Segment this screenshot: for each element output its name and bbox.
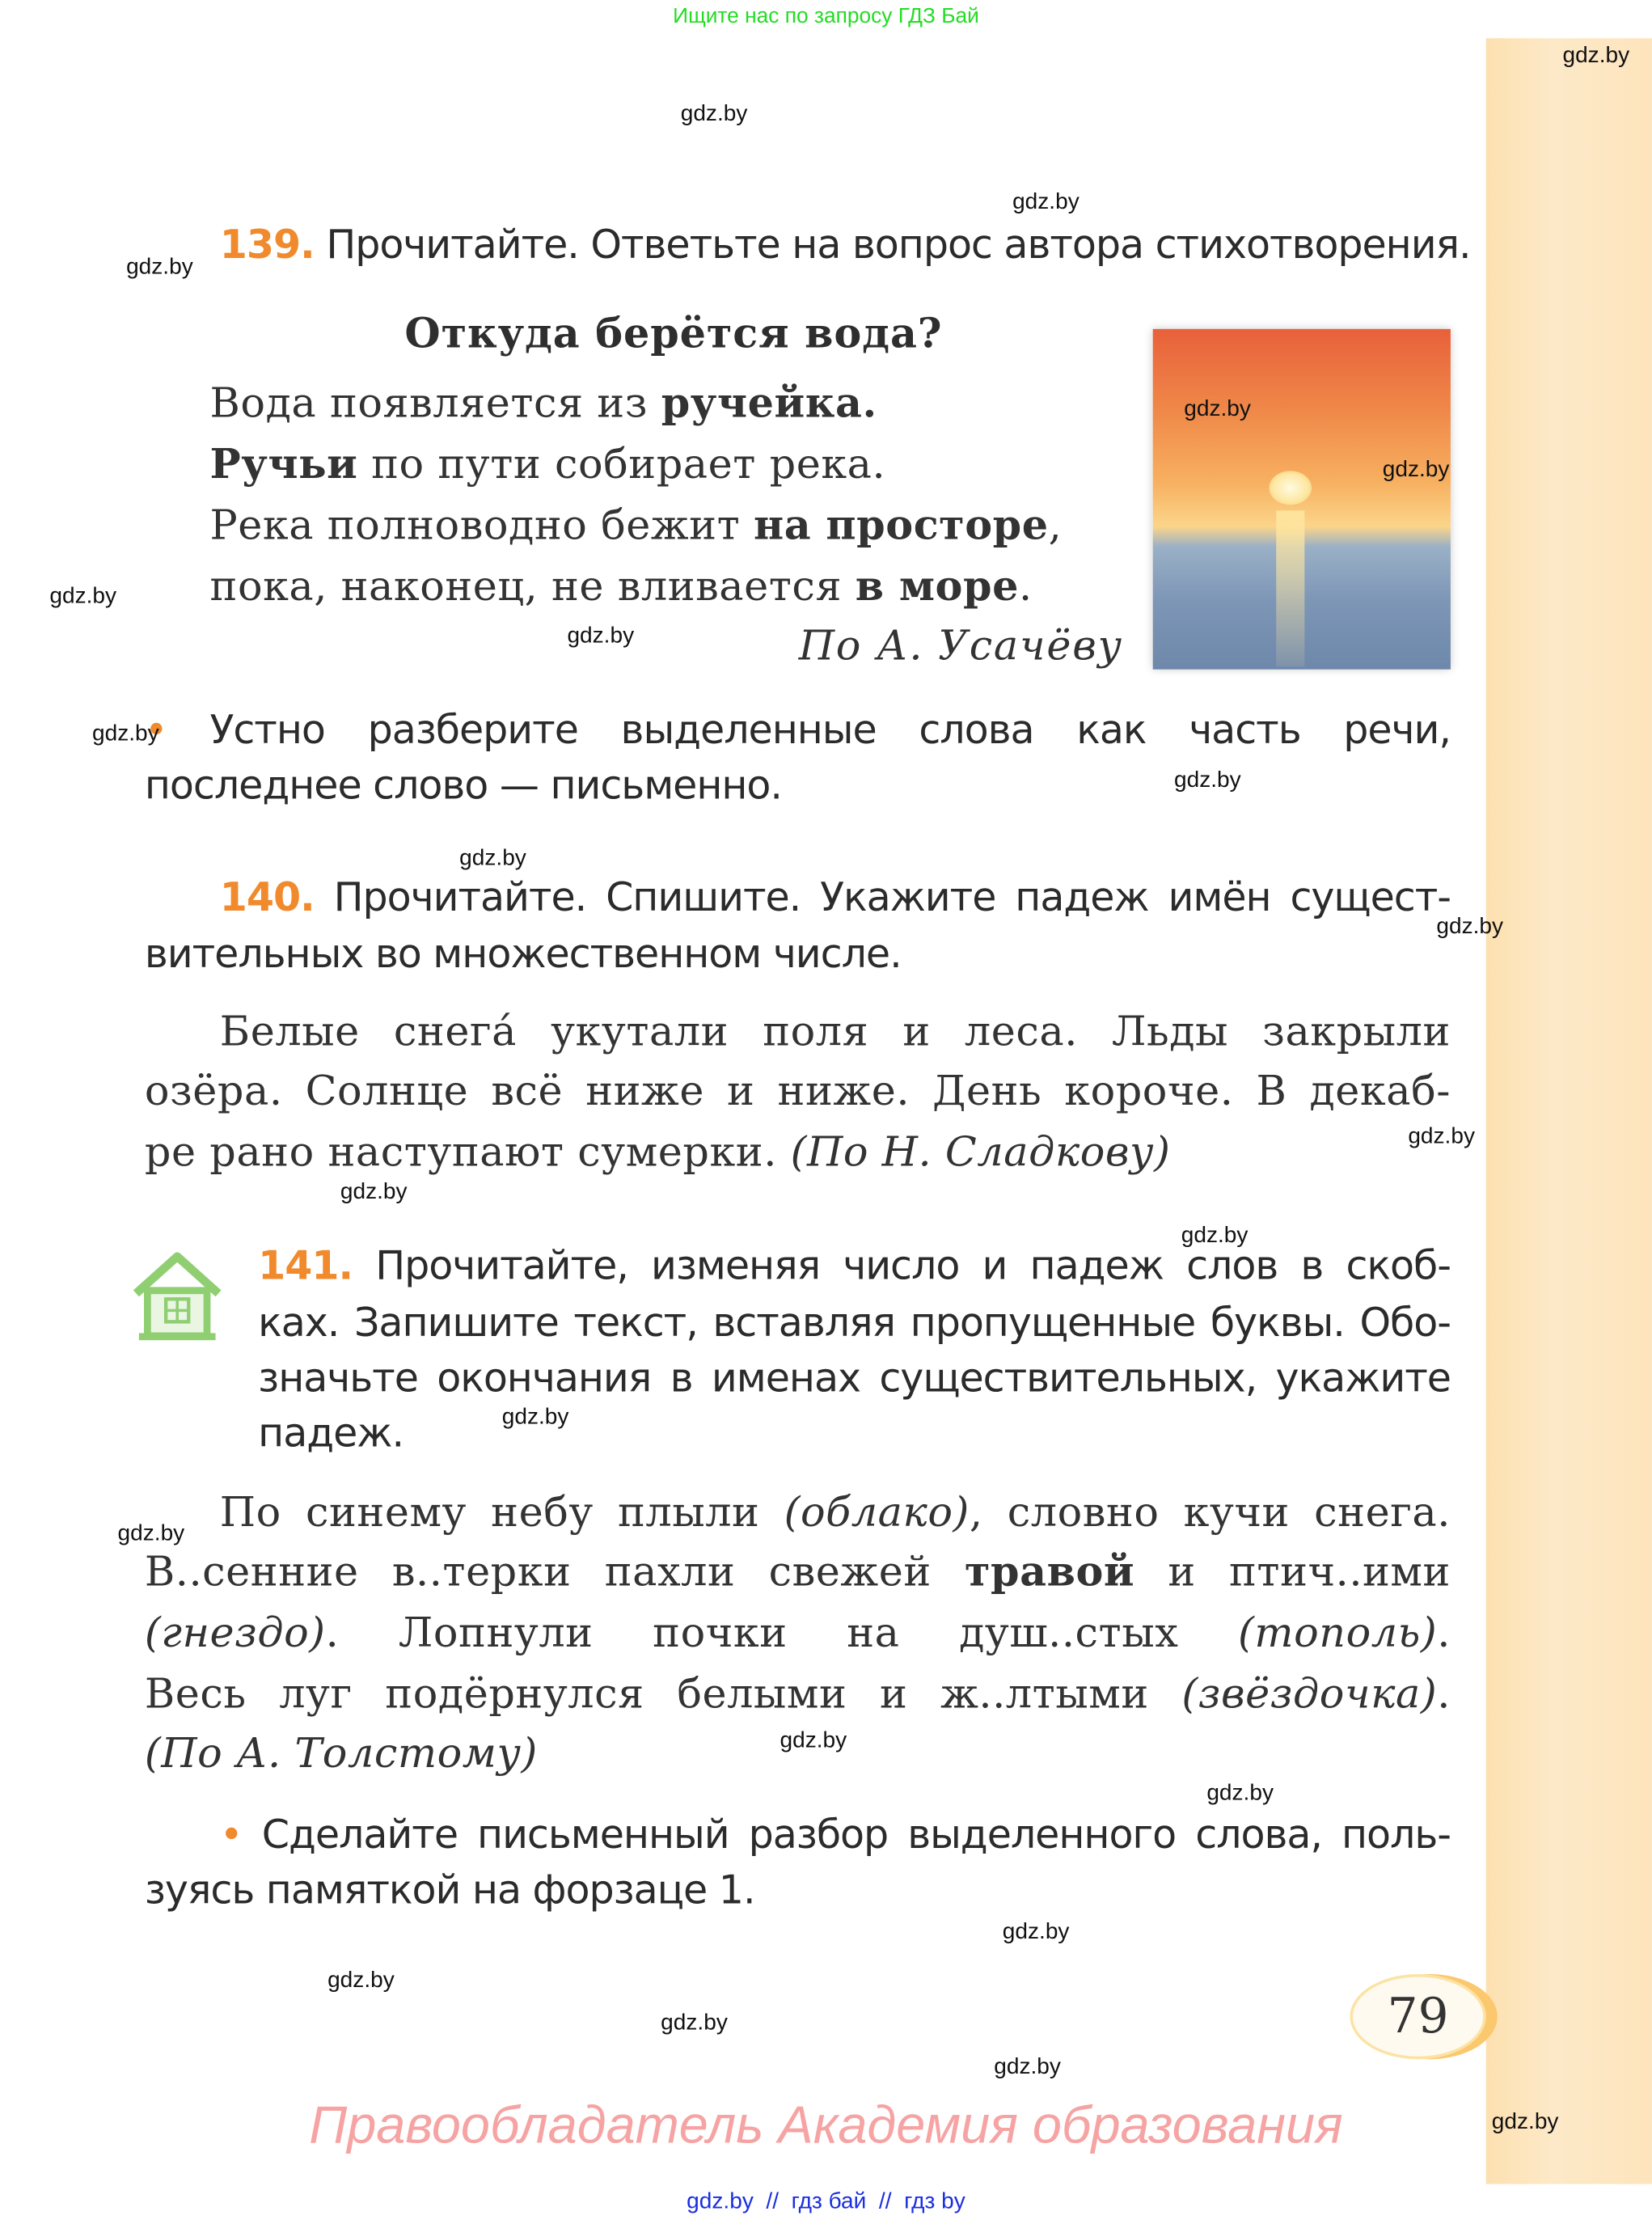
text-line <box>145 1669 1451 1718</box>
watermark: gdz.by <box>1002 1920 1070 1945</box>
watermark: gdz.by <box>340 1179 408 1204</box>
bold-word: на просторе <box>753 501 1049 549</box>
bold-word: в море <box>855 561 1019 611</box>
alphabet-side-band <box>1486 38 1652 2184</box>
watermark: gdz.by <box>1173 768 1241 793</box>
text-segment: . Лопнули почки на душ..стых <box>325 1608 1239 1657</box>
watermark: gdz.by <box>1491 2110 1559 2135</box>
text-line <box>145 1729 538 1778</box>
bold-word: травой <box>964 1547 1135 1596</box>
text-segment: озёра. Солнце всё ниже и ниже. День короче. В декаб- <box>144 1066 1451 1115</box>
task-line <box>220 1811 1451 1858</box>
page-number: 79 <box>1350 1974 1485 2059</box>
watermark: gdz.by <box>91 721 159 746</box>
italic-word: (гнездо) <box>144 1608 326 1657</box>
watermark: gdz.by <box>1184 397 1251 421</box>
text-segment: . <box>1018 561 1033 611</box>
text-segment: Вода появляется из <box>209 378 661 427</box>
task-text: Устно разберите выделенные слова как часть речи, <box>209 706 1451 754</box>
watermark: gdz.by <box>780 1728 847 1753</box>
exercise-number: 140. <box>219 873 315 921</box>
text-line <box>145 1547 1451 1596</box>
italic-word: (тополь) <box>1238 1608 1438 1657</box>
text-segment: по пути собирает река. <box>357 439 886 488</box>
exercise-141-heading <box>258 1242 1451 1289</box>
text-segment: Река полноводно бежит <box>209 501 754 549</box>
watermark: gdz.by <box>680 102 748 127</box>
task-line: зуясь памяткой на форзаце 1. <box>144 1866 755 1913</box>
exercise-instruction: значьте окончания в именах существительных, укажите <box>258 1354 1451 1402</box>
text-segment: , <box>1048 501 1063 549</box>
watermark: gdz.by <box>126 255 193 280</box>
italic-word: (По Н. Сладкову) <box>790 1127 1171 1176</box>
text-segment: . <box>1437 1668 1451 1718</box>
task-line <box>145 706 1451 753</box>
italic-word: (облако) <box>784 1487 970 1537</box>
text-line <box>210 561 1033 610</box>
text-segment: и птич..ими <box>1134 1547 1451 1596</box>
bullet-icon: • <box>219 1811 262 1858</box>
exercise-number: 141. <box>258 1242 353 1290</box>
text-segment: , словно кучи снега. <box>969 1487 1451 1537</box>
watermark: gdz.by <box>1408 1124 1475 1149</box>
text-line <box>220 1488 1451 1537</box>
task-line: последнее слово — письменно. <box>144 761 783 809</box>
text-segment: По синему небу плыли <box>219 1487 784 1537</box>
text-segment: пока, наконец, не вливается <box>209 561 856 611</box>
watermark: gdz.by <box>1562 44 1630 69</box>
sun-icon <box>1269 471 1312 505</box>
watermark: gdz.by <box>567 624 635 649</box>
watermark: gdz.by <box>1382 458 1450 483</box>
poem-title: Откуда берётся вода? <box>404 309 943 357</box>
task-text: Сделайте письменный разбор выделенного слова, поль- <box>261 1811 1451 1858</box>
home-task-icon <box>130 1248 224 1344</box>
text-line <box>145 1609 1451 1657</box>
watermark: gdz.by <box>459 846 526 871</box>
bullet-icon: • <box>144 706 210 754</box>
text-line <box>145 1127 1171 1176</box>
text-segment: Весь луг подёрнулся белыми и ж..лтыми <box>144 1668 1182 1718</box>
search-banner[interactable]: Ищите нас по запросу ГДЗ Бай <box>673 4 979 29</box>
watermark: gdz.by <box>327 1968 395 1993</box>
text-line <box>210 440 886 488</box>
italic-word: (звёздочка) <box>1181 1668 1438 1718</box>
exercise-instruction: падеж. <box>258 1410 404 1457</box>
watermark: gdz.by <box>49 584 117 609</box>
watermark: gdz.by <box>1206 1781 1274 1806</box>
watermark: gdz.by <box>501 1405 569 1430</box>
sun-reflection <box>1276 510 1304 666</box>
rights-holder-notice: Правообладатель Академия образования <box>309 2095 1343 2154</box>
poem-author: По А. Усачёву <box>798 621 1123 670</box>
text-line <box>210 501 1063 549</box>
watermark: gdz.by <box>1181 1224 1249 1249</box>
exercise-instruction: Прочитайте. Ответьте на вопрос автора стихотворения. <box>326 221 1471 268</box>
text-segment: ре рано наступают сумерки. <box>144 1127 791 1176</box>
italic-word: (По А. Толстому) <box>144 1728 538 1778</box>
exercise-instruction: Прочитайте, изменяя число и падеж слов в скоб- <box>375 1242 1451 1290</box>
text-segment: Белые снега́ укутали поля и леса. Льды закрыли <box>219 1007 1451 1055</box>
bold-word: Ручьи <box>209 439 358 488</box>
bold-word: ручейка. <box>661 378 877 427</box>
exercise-140-heading <box>220 873 1451 920</box>
site-links[interactable]: gdz.by // гдз бай // гдз by <box>687 2189 965 2214</box>
text-segment: В..сенние в..терки пахли свежей <box>144 1547 965 1596</box>
exercise-instruction: вительных во множественном числе. <box>144 930 902 978</box>
watermark: gdz.by <box>1012 189 1080 214</box>
watermark: gdz.by <box>661 2010 728 2036</box>
watermark: gdz.by <box>994 2054 1061 2079</box>
exercise-number: 139. <box>219 221 315 268</box>
text-line <box>145 1067 1451 1115</box>
exercise-instruction: Прочитайте. Спишите. Укажите падеж имён сущест- <box>333 873 1451 921</box>
text-line <box>220 1007 1451 1055</box>
exercise-139-heading <box>220 222 1471 268</box>
watermark: gdz.by <box>117 1521 185 1546</box>
text-segment: . <box>1437 1608 1451 1657</box>
exercise-instruction: ках. Запишите текст, вставляя пропущенные буквы. Обо- <box>258 1299 1451 1347</box>
text-line <box>210 378 877 427</box>
watermark: gdz.by <box>1436 915 1504 939</box>
